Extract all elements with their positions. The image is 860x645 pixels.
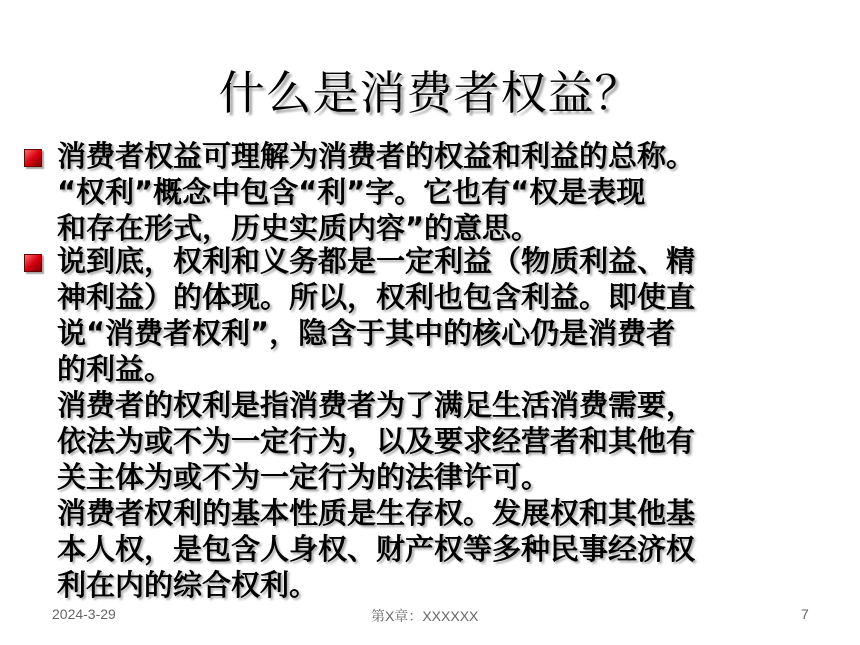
paragraph-1-line: “权利”概念中包含“利”字。它也有“权是表现 [57,175,646,209]
paragraph-2-line: 消费者权利的基本性质是生存权。发展权和其他基 [57,496,696,530]
slide-title: 什么是消费者权益？ [218,66,642,120]
paragraph-2-line: 的利益。 [57,352,174,386]
paragraph-1-line: 和存在形式，历史实质内容”的意思。 [57,211,541,245]
bullet-square-icon [24,254,42,272]
paragraph-2-line: 本人权，是包含人身权、财产权等多种民事经济权 [57,532,696,566]
paragraph-2-line: 神利益）的体现。所以，权利也包含利益。即使直 [57,280,696,314]
paragraph-2 [57,243,827,603]
paragraph-2-line: 依法为或不为一定行为，以及要求经营者和其他有 [57,424,696,458]
footer-date: 2024-3-29 [52,606,116,622]
paragraph-2-line: 消费者的权利是指消费者为了满足生活消费需要， [57,388,696,422]
paragraph-1 [57,138,827,246]
bullet-square-icon [24,149,42,167]
paragraph-1-line: 消费者权益可理解为消费者的权益和利益的总称。 [57,139,696,173]
paragraph-2-line: 利在内的综合权利。 [57,568,319,602]
paragraph-2-line: 说“消费者权利”，隐含于其中的核心仍是消费者 [57,316,676,350]
footer-chapter: 第X章：XXXXXX [371,608,479,624]
footer-page-number: 7 [801,606,809,622]
paragraph-2-line: 关主体为或不为一定行为的法律许可。 [57,460,551,494]
paragraph-2-line: 说到底，权利和义务都是一定利益（物质利益、精 [57,244,696,278]
